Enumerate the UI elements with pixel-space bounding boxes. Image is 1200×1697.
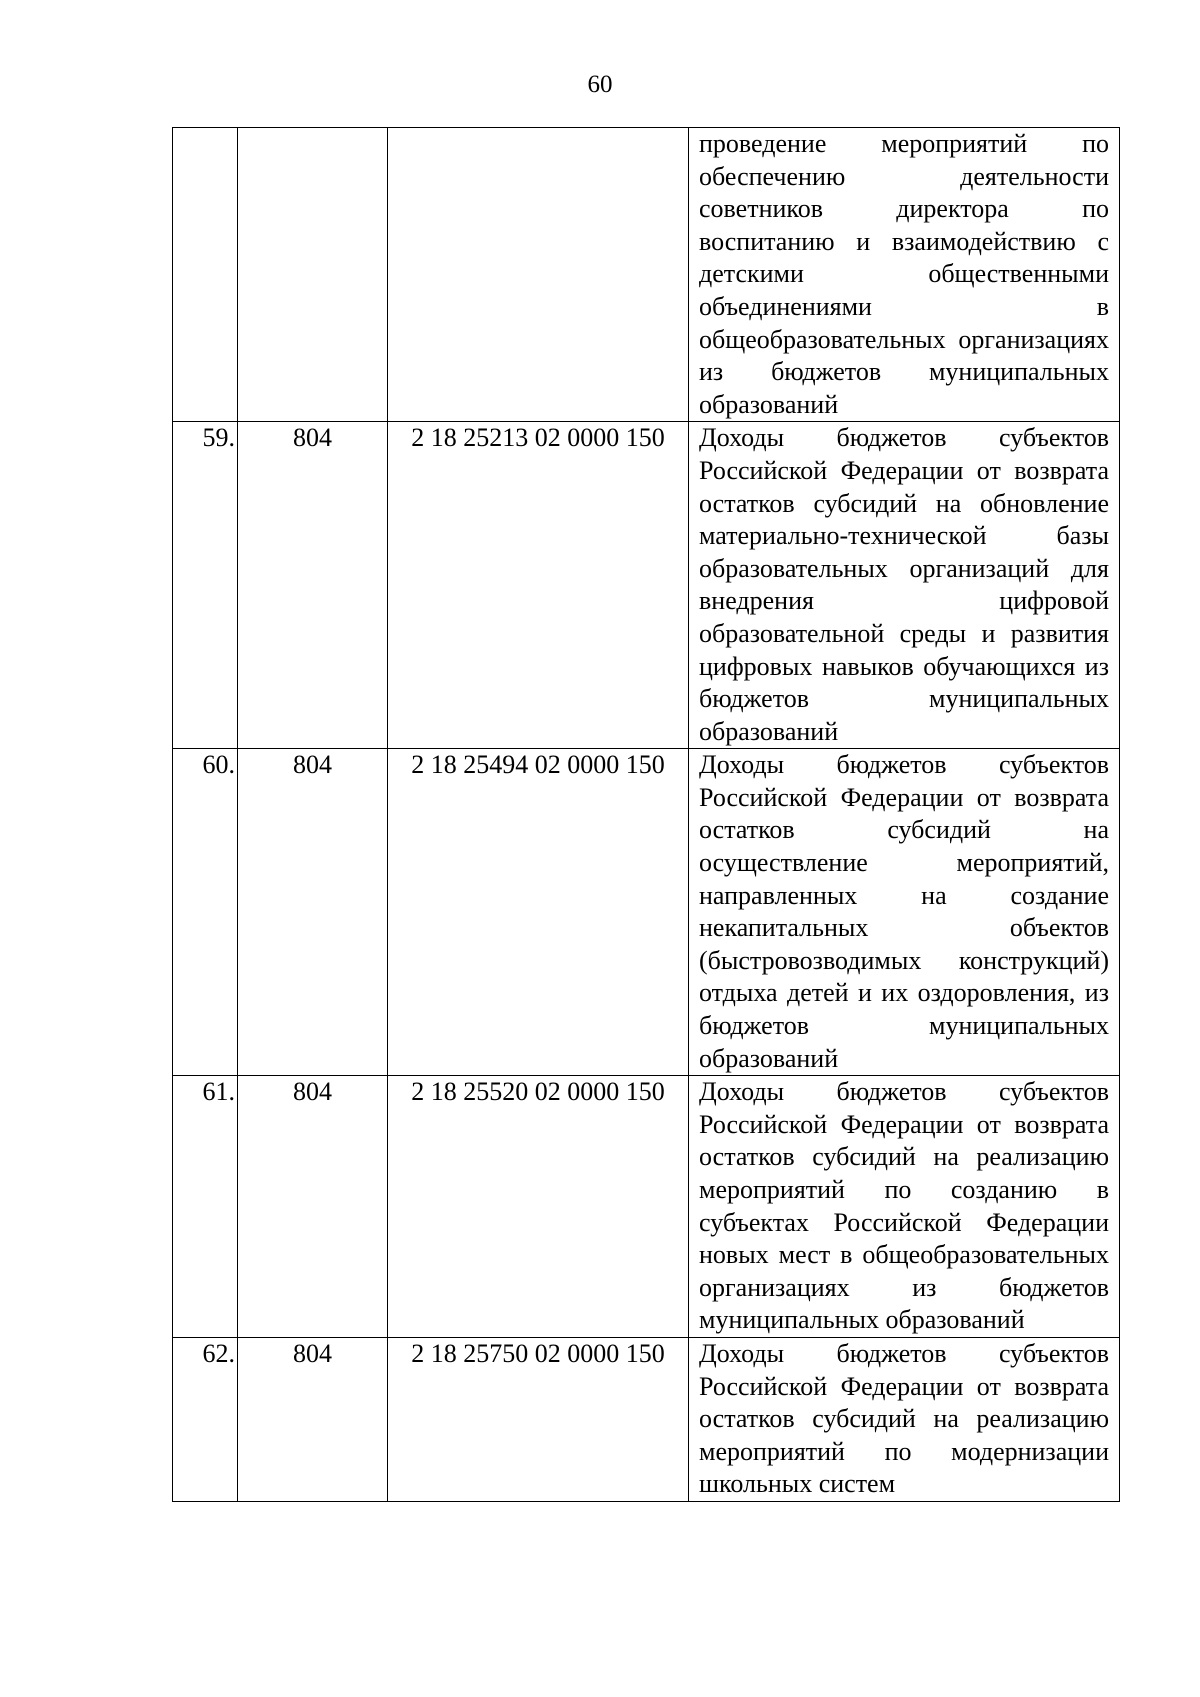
description-text: Доходы бюджетов субъектов Российской Федерации от возврата остатков субсидий на осуществление мероприятий, направленных на создание некапитальных объектов (быстровозводимых конструкций) отдыха детей и их оздоровления, из бюджетов муниципальных образований — [699, 750, 1109, 1073]
budget-codes-table — [172, 127, 1120, 1502]
admin-code — [238, 128, 388, 422]
row-number: 62. — [173, 1337, 238, 1501]
budget-code: 2 18 25520 02 0000 150 — [388, 1076, 689, 1338]
budget-code: 2 18 25213 02 0000 150 — [388, 422, 689, 749]
income-description — [689, 128, 1120, 422]
row-number: 60. — [173, 749, 238, 1076]
table-row — [173, 1076, 1120, 1338]
table-row — [173, 749, 1120, 1076]
admin-code: 804 — [238, 1337, 388, 1501]
admin-code: 804 — [238, 1076, 388, 1338]
table-row — [173, 1337, 1120, 1501]
table-row — [173, 128, 1120, 422]
admin-code: 804 — [238, 749, 388, 1076]
income-description — [689, 422, 1120, 749]
page-number: 60 — [587, 71, 613, 98]
description-text: Доходы бюджетов субъектов Российской Федерации от возврата остатков субсидий на обновление материально-технической базы образовательных организаций для внедрения цифровой образовательной среды и развития цифровых навыков обучающихся из бюджетов муниципальных образований — [699, 423, 1109, 746]
description-text: Доходы бюджетов субъектов Российской Федерации от возврата остатков субсидий на реализацию мероприятий по модернизации школьных систем — [699, 1338, 1109, 1499]
description-text: Доходы бюджетов субъектов Российской Федерации от возврата остатков субсидий на реализацию мероприятий по созданию в субъектах Российской Федерации новых мест в общеобразовательных организациях из бюджетов муниципальных образований — [699, 1077, 1109, 1335]
row-number: 59. — [173, 422, 238, 749]
admin-code: 804 — [238, 422, 388, 749]
income-description — [689, 1337, 1120, 1501]
budget-code: 2 18 25750 02 0000 150 — [388, 1337, 689, 1501]
budget-code: 2 18 25494 02 0000 150 — [388, 749, 689, 1076]
row-number: 61. — [173, 1076, 238, 1338]
row-number — [173, 128, 238, 422]
budget-code — [388, 128, 689, 422]
table-row — [173, 422, 1120, 749]
description-text: проведение мероприятий по обеспечению деятельности советников директора по воспитанию и взаимодействию с детскими общественными объединениями в общеобразовательных организациях из бюджетов муниципальных образований — [699, 129, 1109, 419]
income-description — [689, 749, 1120, 1076]
income-description — [689, 1076, 1120, 1338]
